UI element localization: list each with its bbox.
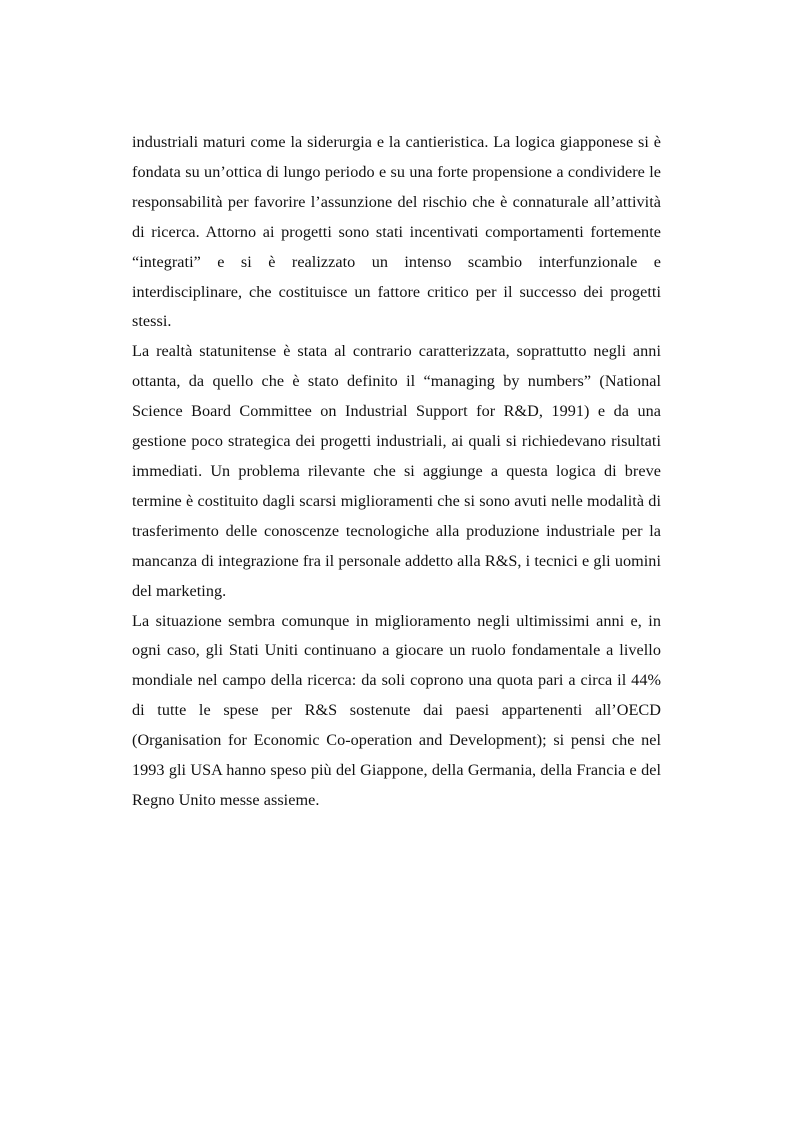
body-text <box>132 128 661 816</box>
paragraph-2: La realtà statunitense è stata al contrario caratterizzata, soprattutto negli anni ottanta, da quello che è stato definito il “managing by numbers” (National Science Board Committee on Industrial Support for R&D, 1991) e da una gestione poco strategica dei progetti industriali, ai quali si richiedevano risultati immediati. Un problema rilevante che si aggiunge a questa logica di breve termine è costituito dagli scarsi miglioramenti che si sono avuti nelle modalità di trasferimento delle conoscenze tecnologiche alla produzione industriale per la mancanza di integrazione fra il personale addetto alla R&S, i tecnici e gli uomini del marketing. <box>132 342 661 600</box>
paragraph-3: La situazione sembra comunque in miglioramento negli ultimissimi anni e, in ogni caso, gli Stati Uniti continuano a giocare un ruolo fondamentale a livello mondiale nel campo della ricerca: da soli coprono una quota pari a circa il 44% di tutte le spese per R&S sostenute dai paesi appartenenti all’OECD (Organisation for Economic Co-operation and Development); si pensi che nel 1993 gli USA hanno speso più del Giappone, della Germania, della Francia e del Regno Unito messe assieme. <box>132 611 661 809</box>
paragraph-1: industriali maturi come la siderurgia e la cantieristica. La logica giapponese si è fondata su un’ottica di lungo periodo e su una forte propensione a condividere le responsabilità per favorire l’assunzione del rischio che è connaturale all’attività di ricerca. Attorno ai progetti sono stati incentivati comportamenti fortemente “integrati” e si è realizzato un intenso scambio interfunzionale e interdisciplinare, che costituisce un fattore critico per il successo dei progetti stessi. <box>132 133 661 331</box>
